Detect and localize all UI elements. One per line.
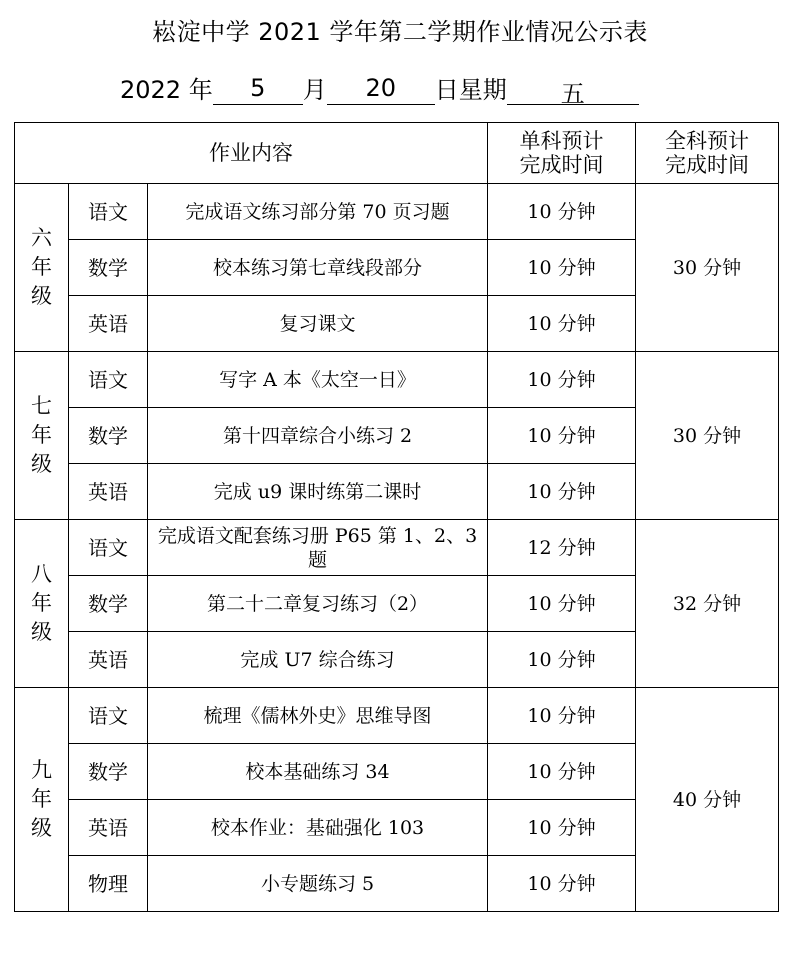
table-row [15,352,779,408]
date-month-label: 月 [302,76,327,104]
table-row [15,184,779,240]
single-time-cell: 10 分钟 [488,352,636,408]
grade-cell: 六 年 级 [15,184,69,352]
total-time-cell: 32 分钟 [636,520,779,688]
date-weekday-value: 五 [507,74,639,105]
single-time-cell: 10 分钟 [488,408,636,464]
content-cell: 梳理《儒林外史》思维导图 [148,688,488,744]
table-row [15,520,779,576]
table-header-row [15,123,779,184]
single-time-cell: 10 分钟 [488,240,636,296]
content-cell: 校本作业：基础强化 103 [148,800,488,856]
subject-cell: 英语 [69,800,148,856]
page-title: 崧淀中学 2021 学年第二学期作业情况公示表 [152,18,648,46]
subject-cell: 物理 [69,856,148,912]
single-time-cell: 10 分钟 [488,296,636,352]
content-cell: 完成语文练习部分第 70 页习题 [148,184,488,240]
content-cell: 写字 A 本《太空一日》 [148,352,488,408]
single-time-cell: 10 分钟 [488,632,636,688]
table-row [15,688,779,744]
single-time-cell: 12 分钟 [488,520,636,576]
subject-cell: 英语 [69,464,148,520]
single-time-cell: 10 分钟 [488,576,636,632]
single-time-cell: 10 分钟 [488,744,636,800]
date-line [120,70,639,108]
grade-cell: 八 年 级 [15,520,69,688]
subject-cell: 英语 [69,632,148,688]
subject-cell: 数学 [69,240,148,296]
content-cell: 校本基础练习 34 [148,744,488,800]
subject-cell: 英语 [69,296,148,352]
content-cell: 完成 u9 课时练第二课时 [148,464,488,520]
content-cell: 复习课文 [148,296,488,352]
grade-cell: 九 年 级 [15,688,69,912]
subject-cell: 数学 [69,576,148,632]
single-time-cell: 10 分钟 [488,184,636,240]
header-single-time: 单科预计 完成时间 [488,123,636,184]
date-day-value: 20 [327,74,435,105]
content-cell: 完成 U7 综合练习 [148,632,488,688]
single-time-cell: 10 分钟 [488,856,636,912]
content-cell: 完成语文配套练习册 P65 第 1、2、3 题 [148,520,488,576]
content-cell: 第十四章综合小练习 2 [148,408,488,464]
subject-cell: 数学 [69,408,148,464]
total-time-cell: 40 分钟 [636,688,779,912]
content-cell: 小专题练习 5 [148,856,488,912]
single-time-cell: 10 分钟 [488,464,636,520]
date-day-label: 日星期 [434,76,507,104]
subject-cell: 数学 [69,744,148,800]
subject-cell: 语文 [69,184,148,240]
grade-cell: 七 年 级 [15,352,69,520]
date-month-value: 5 [213,74,303,105]
subject-cell: 语文 [69,352,148,408]
single-time-cell: 10 分钟 [488,800,636,856]
subject-cell: 语文 [69,520,148,576]
total-time-cell: 30 分钟 [636,352,779,520]
content-cell: 校本练习第七章线段部分 [148,240,488,296]
date-year: 2022 年 [120,76,213,104]
total-time-cell: 30 分钟 [636,184,779,352]
content-cell: 第二十二章复习练习（2） [148,576,488,632]
subject-cell: 语文 [69,688,148,744]
homework-table [14,122,779,912]
header-total-time: 全科预计 完成时间 [636,123,779,184]
header-content: 作业内容 [15,123,488,184]
single-time-cell: 10 分钟 [488,688,636,744]
